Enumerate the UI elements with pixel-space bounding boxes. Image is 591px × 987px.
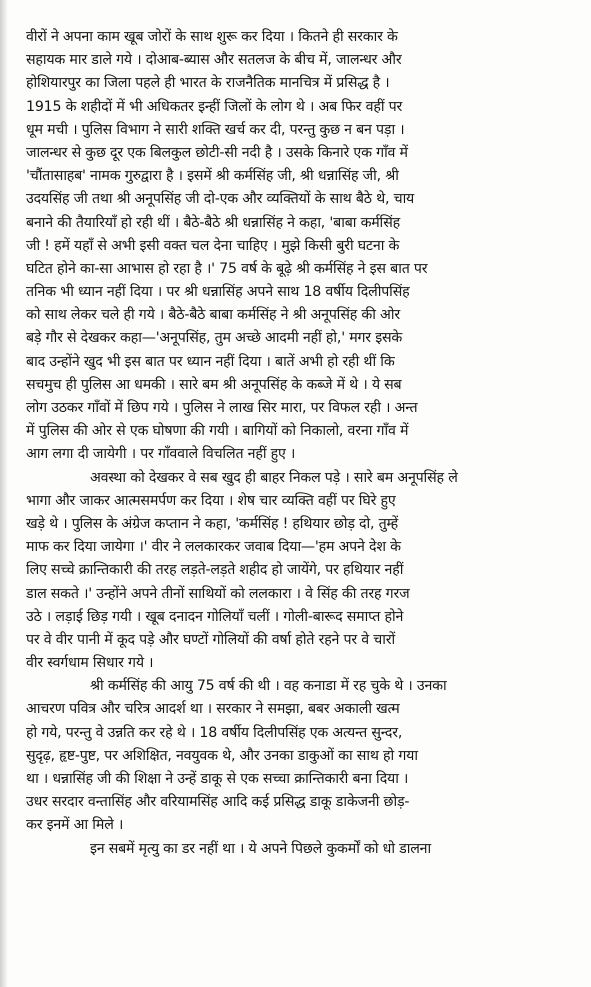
text-line: श्री कर्मसिंह की आयु 75 वर्ष की थी । वह कनाडा में रह चुके थे । उनका bbox=[90, 678, 447, 695]
page-body-text bbox=[26, 26, 582, 861]
text-line: घटित होने का-सा आभास हो रहा है ।' 75 वर्ष के बूढ़े श्री कर्मसिंह ने इस बात पर bbox=[26, 260, 428, 277]
text-line: उदयसिंह जी तथा श्री अनूपसिंह जी दो-एक और व्यक्तियों के साथ बैठे थे, चाय bbox=[26, 191, 415, 208]
paragraph bbox=[26, 838, 582, 861]
text-line: सचमुच ही पुलिस आ धमकी । सारे बम श्री अनूपसिंह के कब्जे में थे । ये सब bbox=[26, 376, 402, 393]
text-line: आचरण पवित्र और चरित्र आदर्श था । सरकार ने समझा, बबर अकाली खत्म bbox=[26, 701, 400, 718]
text-line: था । धन्नासिंह जी की शिक्षा ने उन्हें डाकू से एक सच्चा क्रान्तिकारी बना दिया । bbox=[26, 771, 409, 787]
text-line: उधर सरदार वन्तासिंह और वरियामसिंह आदि कई प्रसिद्ध डाकू डाकेजनी छोड़- bbox=[26, 794, 410, 811]
text-line: उठे । लड़ाई छिड़ गयी । खूब दनादन गोलियाँ चलीं । गोली-बारूद समाप्त होने bbox=[26, 608, 404, 625]
text-line: जालन्धर से कुछ दूर एक बिलकुल छोटी-सी नदी है । उसके किनारे एक गाँव में bbox=[26, 144, 408, 161]
paragraph bbox=[26, 467, 582, 676]
text-line: खड़े थे । पुलिस के अंग्रेज कप्तान ने कहा, 'कर्मसिंह ! हथियार छोड़ दो, तुम्हें bbox=[26, 515, 398, 532]
text-line: लोग उठकर गाँवों में छिप गये । पुलिस ने लाख सिर मारा, पर विफल रही । अन्त bbox=[26, 400, 418, 416]
text-line: अवस्था को देखकर वे सब खुद ही बाहर निकल पड़े । सारे बम अनूपसिंह ले bbox=[90, 469, 458, 486]
text-line: आग लगा दी जायेगी । पर गाँववाले विचलित नहीं हुए । bbox=[26, 446, 296, 463]
text-line: को साथ लेकर चले ही गये । बैठे-बैठे बाबा कर्मसिंह ने श्री अनूपसिंह की ओर bbox=[26, 307, 400, 324]
text-line: हो गये, परन्तु वे उन्नति कर रहे थे । 18 वर्षीय दिलीपसिंह एक अत्यन्त सुन्दर, bbox=[26, 724, 403, 741]
paragraph bbox=[26, 26, 582, 467]
text-line: माफ कर दिया जायेगा ।' वीर ने ललकारकर जवाब दिया—'हम अपने देश के bbox=[26, 539, 401, 556]
text-line: होशियारपुर का जिला पहले ही भारत के राजनैतिक मानचित्र में प्रसिद्ध है । bbox=[26, 75, 390, 92]
text-line: धूम मची । पुलिस विभाग ने सारी शक्ति खर्च कर दी, परन्तु कुछ न बन पड़ा । bbox=[26, 121, 405, 138]
text-line: बड़े गौर से देखकर कहा—'अनूपसिंह, तुम अच्छे आदमी नहीं हो,' मगर इसके bbox=[26, 330, 403, 347]
text-line: डाल सकते ।' उन्होंने अपने तीनों साथियों को ललकारा । वे सिंह की तरह गरज bbox=[26, 585, 410, 602]
text-line: तनिक भी ध्यान नहीं दिया । पर श्री धन्नासिंह अपने साथ 18 वर्षीय दिलीपसिंह bbox=[26, 284, 410, 301]
text-line: भागा और जाकर आत्मसमर्पण कर दिया । शेष चार व्यक्ति वहीं पर घिरे हुए bbox=[26, 492, 396, 509]
text-line: में पुलिस की ओर से एक घोषणा की गयी । बागियों को निकालो, वरना गाँव में bbox=[26, 423, 409, 440]
text-line: 1915 के शहीदों में भी अधिकतर इन्हीं जिलों के लोग थे । अब फिर वहीं पर bbox=[26, 98, 403, 115]
text-line: लिए सच्चे क्रान्तिकारी की तरह लड़ते-लड़ते शहीद हो जायेंगे, पर हथियार नहीं bbox=[26, 562, 404, 579]
text-line: कर इनमें आ मिले । bbox=[26, 817, 124, 834]
scan-shadow-edge bbox=[0, 0, 8, 987]
text-line: पर वे वीर पानी में कूद पड़े और घण्टों गोलियों की वर्षा होते रहने पर वे चारों bbox=[26, 631, 396, 648]
text-line: इन सबमें मृत्यु का डर नहीं था । ये अपने पिछले कुकर्मों को धो डालना bbox=[90, 840, 431, 857]
text-line: वीरों ने अपना काम खूब जोरों के साथ शुरू कर दिया । कितने ही सरकार के bbox=[26, 29, 398, 45]
text-line: 'चौंतासाहब' नामक गुरुद्वारा है । इसमें श्री कर्मसिंह जी, श्री धन्नासिंह जी, श्री bbox=[26, 168, 399, 185]
text-line: वीर स्वर्गधाम सिधार गये । bbox=[26, 655, 154, 672]
text-line: सहायक मार डाले गये । दोआब-ब्यास और सतलज के बीच में, जालन्धर और bbox=[26, 52, 402, 69]
text-line: बाद उन्होंने खुद भी इस बात पर ध्यान नहीं दिया । बातें अभी हो रही थीं कि bbox=[26, 353, 395, 370]
text-line: सुदृढ़, हृष्ट-पुष्ट, पर अशिक्षित, नवयुवक थे, और उनका डाकुओं का साथ हो गया bbox=[26, 747, 418, 764]
paragraph bbox=[26, 675, 582, 837]
text-line: बनाने की तैयारियाँ हो रही थीं । बैठे-बैठे श्री धन्नासिंह ने कहा, 'बाबा कर्मसिंह bbox=[26, 214, 400, 231]
text-line: जी ! हमें यहाँ से अभी इसी वक्त चल देना चाहिए । मुझे किसी बुरी घटना के bbox=[26, 237, 400, 254]
